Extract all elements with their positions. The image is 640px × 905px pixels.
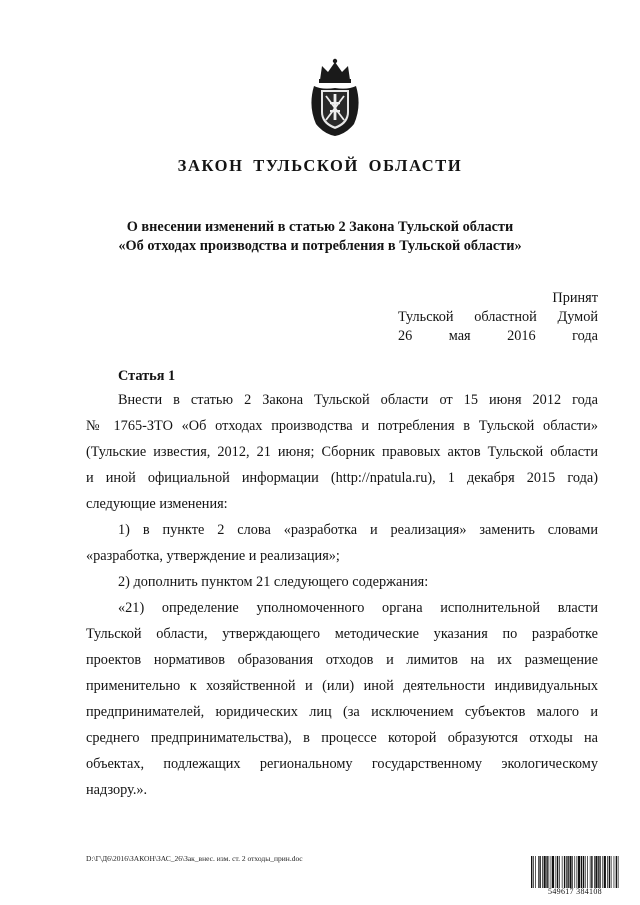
adoption-line: Тульской областной Думой (398, 309, 598, 325)
body-line: применительно к хозяйственной и (или) иной деятельности индивидуальных (86, 678, 598, 694)
body-line: № 1765-ЗТО «Об отходах производства и потребления в Тульской области» (86, 418, 598, 434)
law-title: ЗАКОН ТУЛЬСКОЙ ОБЛАСТИ (177, 156, 463, 175)
tula-coat-of-arms-icon (308, 58, 362, 138)
body-line: предпринимателей, юридических лиц (за исключением субъектов малого и (86, 704, 598, 720)
body-line: среднего предпринимательства), в процессе которой образуются отходы на (86, 730, 598, 746)
body-line: надзору.». (86, 782, 148, 798)
law-subject-line: «Об отходах производства и потребления в Тульской области» (118, 238, 522, 254)
adoption-date: 26 мая 2016 года (398, 328, 598, 344)
article-heading: Статья 1 (118, 368, 176, 384)
law-subject-line: О внесении изменений в статью 2 Закона Тульской области (126, 219, 514, 235)
body-line: Тульской области, утверждающего методические указания по разработке (86, 626, 598, 642)
adoption-line: Принят (552, 290, 598, 306)
body-line: «разработка, утверждение и реализация»; (86, 548, 340, 564)
body-line: «21) определение уполномоченного органа исполнительной власти (118, 600, 598, 616)
body-line: проектов нормативов образования отходов и лимитов на их размещение (86, 652, 598, 668)
body-line: объектах, подлежащих региональному государственному экологическому (86, 756, 598, 772)
body-line: (Тульские известия, 2012, 21 июня; Сборник правовых актов Тульской области (86, 444, 598, 460)
law-subject (0, 218, 640, 256)
barcode-number: 549617 384108 (548, 887, 602, 896)
barcode-icon (530, 856, 620, 888)
body-line: 2) дополнить пунктом 21 следующего содержания: (118, 574, 429, 590)
file-path: D:\Г\Д6\2016\ЗАКОН\ЗАС_26\Зак_внес. изм. ст. 2 отходы_прин.doc (86, 854, 303, 863)
body-line: Внести в статью 2 Закона Тульской области от 15 июня 2012 года (118, 392, 598, 408)
body-line: и иной официальной информации (http://npatula.ru), 1 декабря 2015 года) (86, 470, 598, 486)
body-line: следующие изменения: (86, 496, 228, 512)
body-line: 1) в пункте 2 слова «разработка и реализация» заменить словами (118, 522, 598, 538)
